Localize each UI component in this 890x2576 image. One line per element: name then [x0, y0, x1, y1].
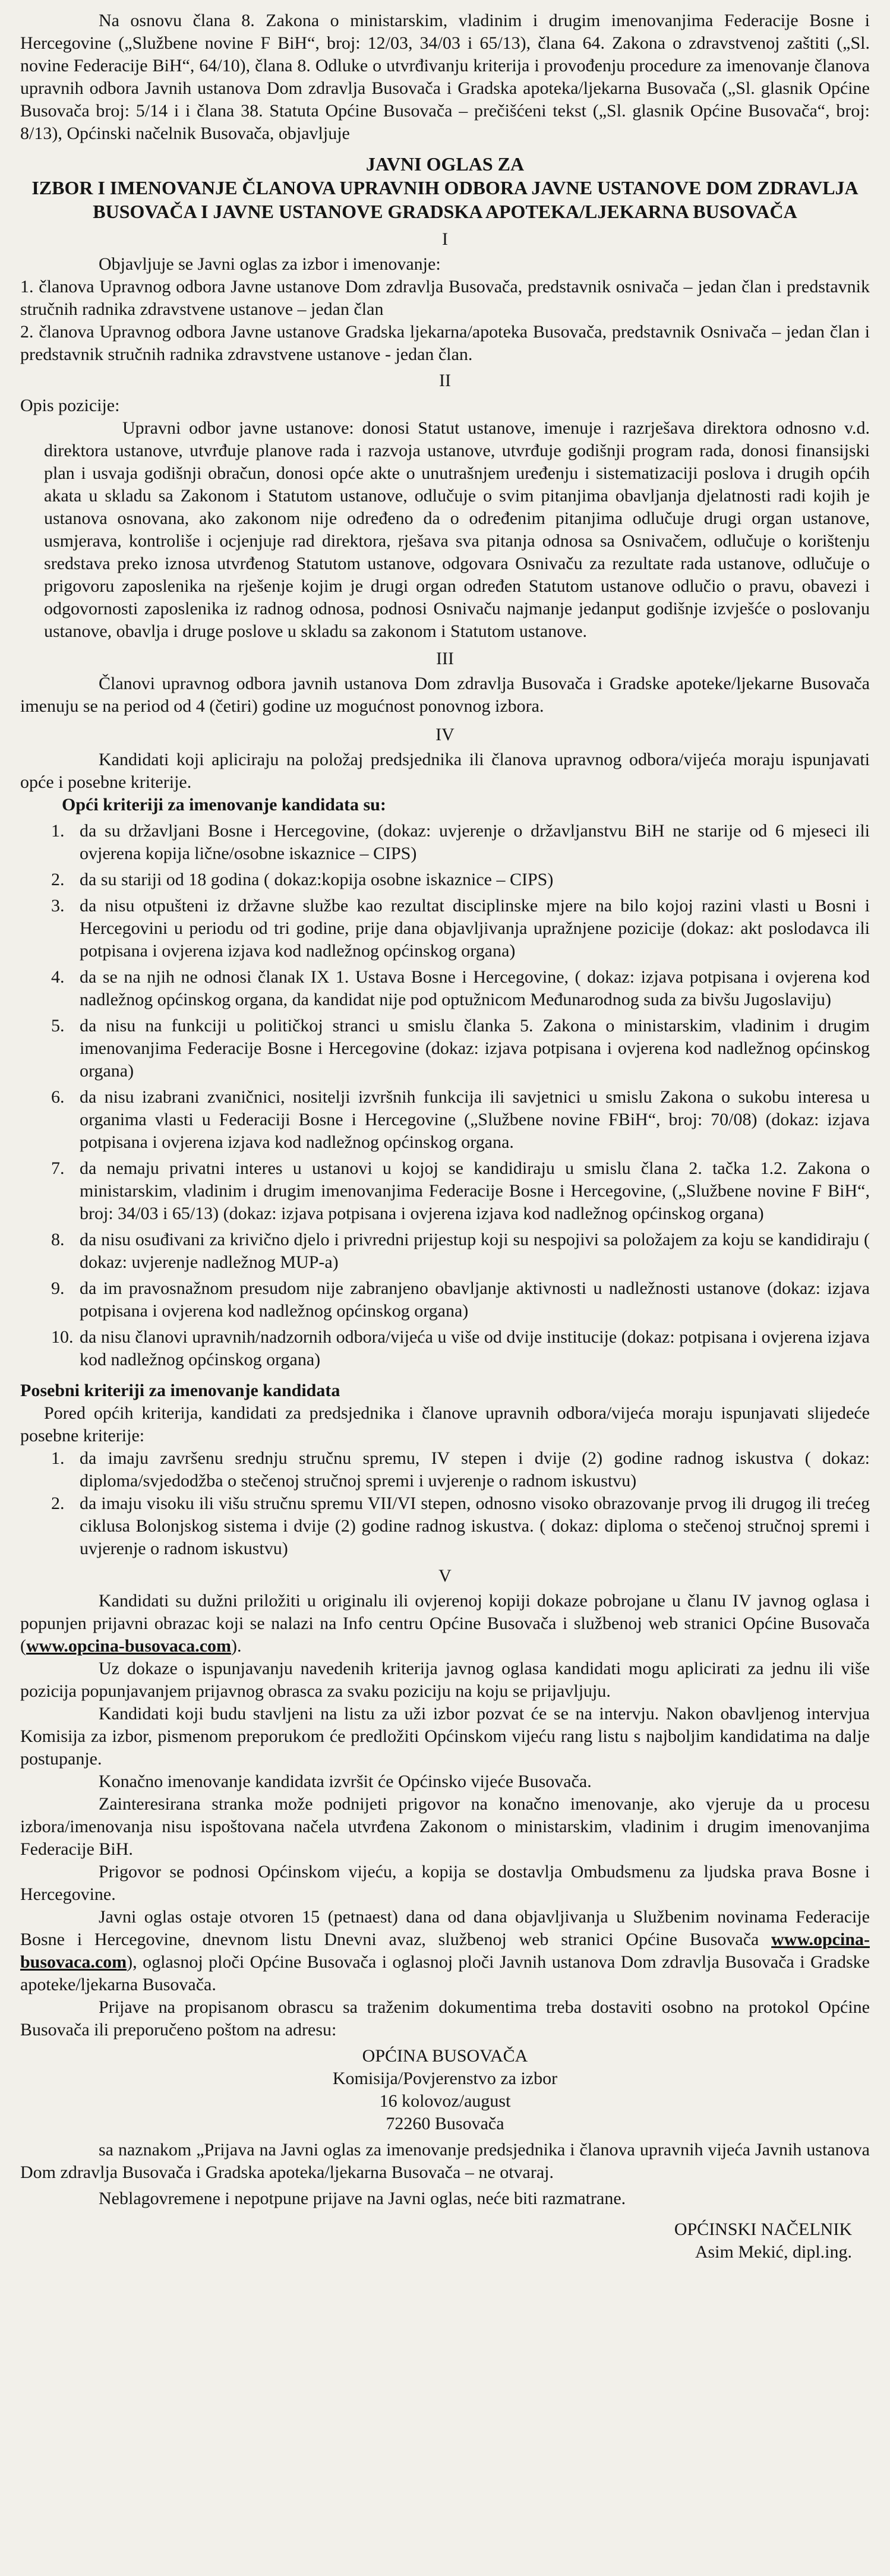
- special-criteria-list: [20, 1447, 870, 1560]
- criterion-text: da nisu osuđivani za krivično djelo i privredni prijestup koji su nespojivi sa položajem za koju se kandidiraju ( dokaz: uvjerenje nadležnog MUP-a): [80, 1230, 870, 1272]
- section-1-number: I: [442, 229, 448, 249]
- section-5-number: V: [438, 1566, 452, 1586]
- criterion-number: 5.: [51, 1016, 65, 1036]
- criterion-number: 9.: [51, 1278, 65, 1298]
- section-5-paragraph-1: [20, 1590, 870, 1658]
- general-criteria-list: [20, 820, 870, 1371]
- general-criterion-4: [51, 966, 870, 1011]
- section-5-paragraph-6: Prigovor se podnosi Općinskom vijeću, a kopija se dostavlja Ombudsmenu za ljudska prava Bosne i Hercegovine.: [20, 1862, 870, 1904]
- criterion-text: da imaju završenu srednju stručnu spremu, IV stepen i dvije (2) godine radnog iskustva ( dokaz: diploma/svjedodžba o stečenoj stručnoj spremi i uvjerenje o radnom iskustvu): [80, 1448, 870, 1491]
- intro-paragraph: Na osnovu člana 8. Zakona o ministarskim, vladinim i drugim imenovanjima Federacije Bosne i Hercegovine („Službene novine F BiH“, broj: 12/03, 34/03 i 65/13), člana 64. Zakona o zdravstvenoj zaštiti („Sl. novine Federacije BiH“, 64/10), člana 8. Odluke o utvrđivanju kriterija i provođenju procedure za imenovanje članova upravnih odbora Javnih ustanova Dom zdravlja Busovača i Gradska apoteka/ljekarna Busovača („Sl. glasnik Općine Busovača broj: 5/14 i i člana 38. Statuta Općine Busovača – prečišćeni tekst („Sl. glasnik Općine Busovača“, broj: 8/13), Općinski načelnik Busovača, objavljuje: [20, 11, 870, 143]
- section-2-number: II: [439, 371, 451, 390]
- address-line-3: 16 kolovoz/august: [379, 2091, 511, 2111]
- municipality-website-link-2[interactable]: www.opcina-busovaca.com: [20, 1930, 870, 1972]
- criterion-text: da im pravosnažnom presudom nije zabranjeno obavljanje aktivnosti u nadležnosti ustanove (dokaz: izjava potpisana i ovjerena kod nadležnog općinskog organa): [80, 1278, 870, 1321]
- general-criteria-title: Opći kriteriji za imenovanje kandidata su:: [62, 795, 386, 815]
- criterion-text: da nemaju privatni interes u ustanovi u kojoj se kandidiraju u smislu člana 2. tačka 1.2. Zakona o ministarskim, vladinim i drugim imenovanjima Federacije Bosne i Hercegovine, („Službene novine F BiH“, broj: 34/03 i 65/13) (dokaz: izjava potpisana i ovjerena izjava kod nadležnog općinskog organa): [80, 1158, 870, 1223]
- criterion-number: 3.: [51, 896, 65, 916]
- section-5-paragraph-3: Kandidati koji budu stavljeni na listu za uži izbor pozvat će se na intervju. Nakon obavljenog intervjua Komisija za izbor, pismenom preporukom će predložiti Općinskom vijeću rang listu s najboljim kandidatima na dalje postupanje.: [20, 1704, 870, 1769]
- section-2-text: Upravni odbor javne ustanove: donosi Statut ustanove, imenuje i razrješava direktora odnosno v.d. direktora ustanove, utvrđuje planove rada i razvoja ustanove, utvrđuje godišnji program rada, donosi finansijski plan i usvaja godišnji obračun, donosi opće akte o unutrašnjem uređenju i sistematizaciji poslova i drugih općih akata u skladu sa Zakonom i Statutom ustanove, odlučuje o svim pitanjima obavljanja djelatnosti radi kojih je ustanova osnovana, ako zakonom nije određeno da o određenim pitanjima odlučuje drugi organ ustanove, usmjerava, kontroliše i ocjenjuje rad direktora, rješava sva pitanja odnosa sa Osnivačem, odlučuje o korištenju sredstava preko iznosa utvrđenog Statutom ustanove, odgovara Osnivaču za rezultate rada ustanove, odlučuje o prigovoru zaposlenika na rješenje kojim je drugi organ određen Statutom ustanove odlučio o pravu, obavezi i odgovornosti zaposlenika iz radnog odnosa, podnosi Osnivaču najmanje jedanput godišnje izvješće o poslovanju ustanove, obavlja i druge poslove u skladu sa zakonom i Statutom ustanove.: [44, 418, 870, 641]
- general-criterion-7: [51, 1157, 870, 1225]
- criterion-number: 1.: [51, 821, 65, 841]
- criterion-number: 4.: [51, 967, 65, 987]
- notice-heading-line1: JAVNI OGLAS ZA: [365, 153, 525, 175]
- special-criterion-1: [51, 1447, 870, 1492]
- criterion-text: da su stariji od 18 godina ( dokaz:kopija osobne iskaznice – CIPS): [80, 870, 554, 889]
- special-criteria-lead: Pored općih kriterija, kandidati za predsjednika i članove upravnih odbora/vijeća moraju ispunjavati slijedeće posebne kriterije:: [20, 1403, 870, 1445]
- section-3-number: III: [436, 649, 454, 668]
- criterion-number: 7.: [51, 1158, 65, 1178]
- section-3-text: Članovi upravnog odbora javnih ustanova Dom zdravlja Busovača i Gradske apoteke/ljekarne Busovača imenuju se na period od 4 (četiri) godine uz mogućnost ponovnog izbora.: [20, 674, 870, 716]
- general-criterion-6: [51, 1086, 870, 1154]
- criterion-number: 1.: [51, 1448, 65, 1468]
- address-line-2: Komisija/Povjerenstvo za izbor: [332, 2069, 558, 2088]
- address-line-1: OPĆINA BUSOVAČA: [362, 2046, 528, 2066]
- closing-paragraph-1: sa naznakom „Prijava na Javni oglas za imenovanje predsjednika i članova upravnih vijeća Javnih ustanova Dom zdravlja Busovača i Gradska apoteka/ljekarna Busovača – ne otvaraj.: [20, 2140, 870, 2182]
- section-5-p1-end: ).: [231, 1636, 242, 1656]
- section-5-paragraph-2: Uz dokaze o ispunjavanju navedenih kriterija javnog oglasa kandidati mogu aplicirati za jednu ili više pozicija popunjavanjem prijavnog obrasca za svaku poziciju na koju se prijavljuju.: [20, 1659, 870, 1701]
- general-criterion-8: [51, 1229, 870, 1274]
- section-5-p7-end: ), oglasnoj ploči Općine Busovača i oglasnoj ploči Javnih ustanova Dom zdravlja Busovača i Gradske apoteke/ljekarna Busovača.: [20, 1952, 870, 1994]
- section-1-item-2: 2. članova Upravnog odbora Javne ustanove Gradska ljekarna/apoteka Busovača, predstavnik Osnivača – jedan član i predstavnik stručnih radnika zdravstvene ustanove - jedan član.: [20, 322, 870, 364]
- criterion-text: da nisu izabrani zvaničnici, nositelji izvršnih funkcija ili savjetnici u smislu Zakona o sukobu interesa u organima vlasti u Federaciji Bosne i Hercegovine („Službene novine FBiH“, broj: 70/08) (dokaz: izjava potpisana i ovjerena izjava kod nadležnog općinskog organa.: [80, 1087, 870, 1152]
- criterion-number: 2.: [51, 870, 65, 889]
- section-2-label: Opis pozicije:: [20, 396, 120, 415]
- closing-paragraph-2: Neblagovremene i nepotpune prijave na Javni oglas, neće biti razmatrane.: [99, 2189, 626, 2208]
- municipality-website-link[interactable]: www.opcina-busovaca.com: [26, 1636, 232, 1656]
- postal-address: [20, 2045, 870, 2135]
- section-5-p1-text: Kandidati su dužni priložiti u originalu ili ovjerenoj kopiji dokaze pobrojane u članu IV javnog oglasa i popunjen prijavni obrazac koji se nalazi na Info centru Općine Busovača i službenoj web stranici Općine Busovača (: [20, 1591, 870, 1656]
- criterion-text: da nisu otpušteni iz državne službe kao rezultat disciplinske mjere na bilo kojoj razini vlasti u Bosni i Hercegovini u periodu od tri godine, prije dana objavljivanja upražnjene pozicije (dokaz: akt poslodavca ili potpisana i ovjerena izjava kod nadležnog općinskog organa): [80, 896, 870, 961]
- section-5-paragraph-8: Prijave na propisanom obrascu sa traženim dokumentima treba dostaviti osobno na protokol Općine Busovača ili preporučeno poštom na adresu:: [20, 1997, 870, 2040]
- special-criteria-title: Posebni kriteriji za imenovanje kandidata: [20, 1381, 340, 1400]
- address-line-4: 72260 Busovača: [386, 2114, 504, 2133]
- criterion-text: da su državljani Bosne i Hercegovine, (dokaz: uvjerenje o državljanstvu BiH ne starije od 6 mjeseci ili ovjerena kopija lične/osobne iskaznice – CIPS): [80, 821, 870, 863]
- general-criterion-5: [51, 1015, 870, 1082]
- section-1-item-1: 1. članova Upravnog odbora Javne ustanove Dom zdravlja Busovača, predstavnik osnivača – jedan član i predstavnik stručnih radnika zdravstvene ustanove – jedan član: [20, 277, 870, 319]
- special-criterion-2: [51, 1492, 870, 1560]
- section-5-paragraph-7: [20, 1906, 870, 1996]
- criterion-text: da nisu na funkciji u političkoj stranci u smislu članka 5. Zakona o ministarskim, vladinim i drugim imenovanjima Federacije Bosne i Hercegovine (dokaz: izjava potpisana i ovjerena kod nadležnog općinskog organa): [80, 1016, 870, 1081]
- notice-heading-line2: IZBOR I IMENOVANJE ČLANOVA UPRAVNIH ODBORA JAVNE USTANOVE DOM ZDRAVLJA BUSOVAČA I JAVNE USTANOVE GRADSKA APOTEKA/LJEKARNA BUSOVAČA: [31, 177, 859, 222]
- signature-block: [20, 2218, 870, 2264]
- general-criterion-2: [51, 869, 870, 891]
- general-criterion-3: [51, 895, 870, 962]
- section-2-body: [20, 417, 870, 643]
- general-criterion-1: [51, 820, 870, 865]
- criterion-number: 6.: [51, 1087, 65, 1107]
- notice-heading: [20, 152, 870, 223]
- criterion-number: 10.: [51, 1327, 74, 1347]
- section-4-number: IV: [435, 725, 455, 744]
- signature-name: Asim Mekić, dipl.ing.: [695, 2242, 852, 2262]
- criterion-number: 8.: [51, 1230, 65, 1249]
- signature-title: OPĆINSKI NAČELNIK: [674, 2220, 852, 2239]
- general-criterion-10: [51, 1326, 870, 1371]
- section-4-lead: Kandidati koji apliciraju na položaj predsjednika ili članova upravnog odbora/vijeća moraju ispunjavati opće i posebne kriterije.: [20, 750, 870, 792]
- general-criterion-9: [51, 1277, 870, 1322]
- criterion-text: da nisu članovi upravnih/nadzornih odbora/vijeća u više od dvije institucije (dokaz: potpisana i ovjerena izjava kod nadležnog općinskog organa): [80, 1327, 870, 1369]
- criterion-text: da se na njih ne odnosi članak IX 1. Ustava Bosne i Hercegovine, ( dokaz: izjava potpisana i ovjerena kod nadležnog općinskog organa, da kandidat nije pod optužnicom Međunarodnog suda za bivšu Jugoslaviju): [80, 967, 870, 1009]
- section-5-paragraph-5: Zainteresirana stranka može podnijeti prigovor na konačno imenovanje, ako vjeruje da u procesu izbora/imenovanja nisu ispoštovana načela utvrđena Zakonom o ministarskim, vladinim i drugim imenovanjima Federacije BiH.: [20, 1794, 870, 1859]
- section-5-p7-text: Javni oglas ostaje otvoren 15 (petnaest) dana od dana objavljivanja u Službenim novinama Federacije Bosne i Hercegovine, dnevnom listu Dnevni avaz, službenoj web stranici Općine Busovača: [20, 1907, 870, 1949]
- section-1-lead: Objavljuje se Javni oglas za izbor i imenovanje:: [99, 254, 441, 274]
- section-5-paragraph-4: Konačno imenovanje kandidata izvršit će Općinsko vijeće Busovača.: [99, 1772, 592, 1791]
- criterion-number: 2.: [51, 1494, 65, 1513]
- criterion-text: da imaju visoku ili višu stručnu spremu VII/VI stepen, odnosno visoko obrazovanje prvog ili drugog ili trećeg ciklusa Bolonjskog sistema i dvije (2) godine radnog iskustva. ( dokaz: diploma o stečenoj stručnoj spremi i uvjerenje o radnom iskustvu): [80, 1494, 870, 1558]
